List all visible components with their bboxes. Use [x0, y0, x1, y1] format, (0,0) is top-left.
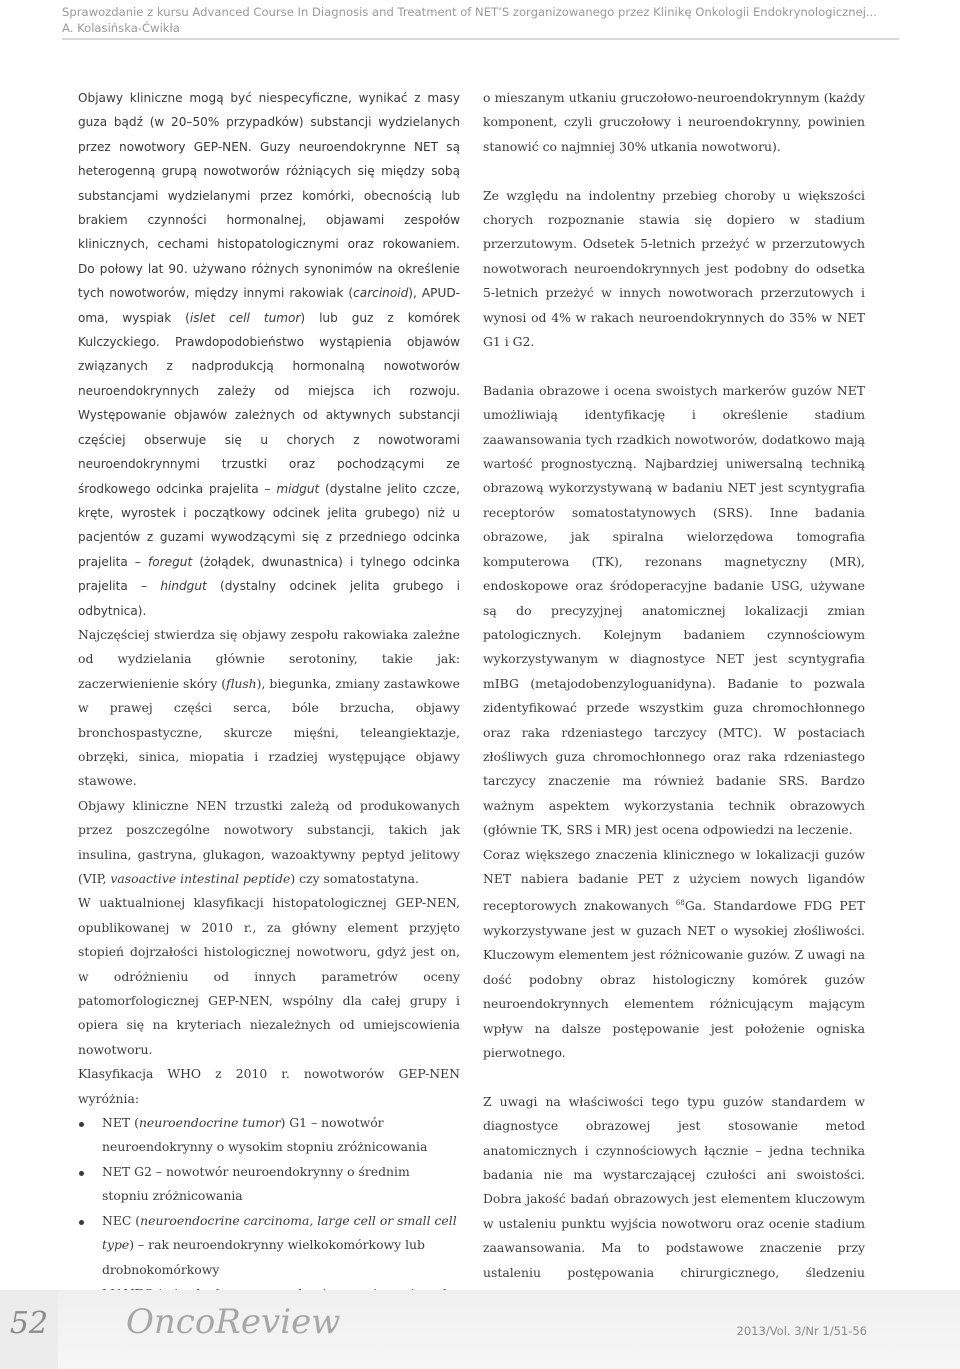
- left-column: [78, 86, 460, 1306]
- right-paragraph-3: Coraz większego znaczenia klinicznego w lokalizacji guzów NET nabiera badanie PET z użyciem nowych ligandów receptorowych znakowanych $^{68}$Ga. Standardowe FDG PET wykorzystywane jest w guzach NET o wysokiej złośliwości. Kluczowym elementem jest różnicowanie guzów. Z uwagi na dość podobny obraz histologiczny komórek guzów neuroendokrynnych elementem różnicującym mającym wpływ na dalsze postępowanie jest położenie ogniska pierwotnego.: [483, 846, 865, 1060]
- right-paragraph-1: Ze względu na indolentny przebieg choroby u większości chorych rozpoznanie stawia się dopiero w stadium przerzutowym. Odsetek 5-letnich przeżyć w przerzutowych nowotworach neuroendokrynnych jest podobny do odsetka 5-letnich przeżyć w innych nowotworach przerzutowych i wynosi od 4% w rakach neuroendokrynnych do 35% w NET G1 i G2.: [483, 187, 865, 350]
- left-paragraph-3: Objawy kliniczne NEN trzustki zależą od produkowanych przez poszczególne nowotwory substancji, takich jak insulina, gastryna, glukagon, wazoaktywny peptyd jelitowy (VIP, vasoactive intestinal peptide) czy somatostatyna.: [78, 797, 460, 886]
- left-paragraph-4: W uaktualnionej klasyfikacji histopatologicznej GEP-NEN, opublikowanej w 2010 r., za główny element przyjęto stopień dojrzałości histologicznej nowotworu, gdyż jest on, w odróżnieniu od innych parametrów oceny patomorfologicznej GEP-NEN, wspólny dla całej grupy i opiera się na kryteriach niezależnych od umiejscowienia nowotworu.: [78, 895, 460, 1057]
- bullet-icon: [79, 1220, 84, 1225]
- left-paragraph-2: Najczęściej stwierdza się objawy zespołu rakowiaka zależne od wydzielania głównie serotoniny, takie jak: zaczerwienienie skóry (flush), biegunka, zmiany zastawkowe w prawej części serca, bóle brzucha, objawy bronchospastyczne, skurcze mięśni, teleangiektazje, obrzęki, sinica, miopatia i rzadziej występujące objawy stawowe.: [78, 626, 460, 789]
- list-item: [78, 1160, 460, 1209]
- journal-title: OncoReview: [126, 1302, 341, 1342]
- left-paragraph-1: Objawy kliniczne mogą być niespecyficzne, wynikać z masy guza bądź (w 20–50% przypadków) substancji wydzielanych przez nowotwory GEP-NEN. Guzy neuroendokrynne NET są heterogenną grupą nowotworów różniących się między sobą substancjami wydzielanymi przez komórki, obecnością lub brakiem czynności hormonalnej, objawami zespołów klinicznych, cechami histopatologicznymi oraz rokowaniem. Do połowy lat 90. używano różnych synonimów na określenie tych nowotworów, między innymi rakowiak (carcinoid), APUD-oma, wyspiak (islet cell tumor) lub guz z komórek Kulczyckiego. Prawdopodobieństwo wystąpienia objawów związanych z nadprodukcją hormonalną nowotworów neuroendokrynnych zależy od miejsca ich rozwoju. Występowanie objawów zależnych od aktywnych substancji częściej obserwuje się u chorych z nowotworami neuroendokrynnymi trzustki oraz pochodzącymi ze środkowego odcinka prajelita – midgut (dystalne jelito czcze, kręte, wyrostek i początkowy odcinek jelita grubego) niż u pacjentów z guzami wywodzącymi się z przedniego odcinka prajelita – foregut (żołądek, dwunastnica) i tylnego odcinka prajelita – hindgut (dystalny odcinek jelita grubego i odbytnica).: [78, 91, 460, 618]
- right-paragraph-2: Badania obrazowe i ocena swoistych markerów guzów NET umożliwiają identyfikację i określenie stadium zaawansowania tych rzadkich nowotworów, dodatkowo mają wartość prognostyczną. Najbardziej uniwersalną techniką obrazową wykorzystywaną w badaniu NET jest scyntygrafia receptorów somatostatynowych (SRS). Inne badania obrazowe, jak spiralna wielorzędowa tomografia komputerowa (TK), rezonans magnetyczny (MR), endoskopowe oraz śródoperacyjne badanie USG, używane są do precyzyjnej anatomicznej lokalizacji zmian patologicznych. Kolejnym badaniem czynnościowym wykorzystywanym w diagnostyce NET jest scyntygrafia mIBG (metajodobenzyloguanidyna). Badanie to pozwala zidentyfikować przede wszystkim guza chromochłonnego oraz raka rdzeniastego tarczycy (MTC). W postaciach złośliwych guza chromochłonnego oraz raka rdzeniastego tarczycy znaczenie ma również badanie SRS. Bardzo ważnym aspektem wykorzystania technik obrazowych (głównie TK, SRS i MR) jest ocena odpowiedzi na leczenie.: [483, 382, 865, 838]
- bullet-icon: [79, 1122, 84, 1127]
- list-item: [78, 1111, 460, 1160]
- header-divider: [62, 38, 899, 40]
- list-item-text: NET G2 – nowotwór neuroendokrynny o średnim stopniu zróżnicowania: [102, 1163, 410, 1204]
- running-header-title: Sprawozdanie z kursu Advanced Course In Diagnosis and Treatment of NET’S zorganizowanego przez Klinikę Onkologii Endokrynologicznej...: [62, 5, 877, 19]
- page-number: 52: [9, 1306, 49, 1341]
- right-paragraph-0: o mieszanym utkaniu gruczołowo-neuroendokrynnym (każdy komponent, czyli gruczołowy i neuroendokrynny, powinien stanowić co najmniej 30% utkania nowotworu).: [483, 90, 865, 154]
- list-item: [78, 1209, 460, 1282]
- list-item-text: NEC (neuroendocrine carcinoma, large cell or small cell type) – rak neuroendokrynny wielkokomórkowy lub drobnokomórkowy: [102, 1212, 457, 1277]
- who-classification-list: [78, 1111, 460, 1306]
- right-paragraph-4: Z uwagi na właściwości tego typu guzów standardem w diagnostyce obrazowej jest stosowanie metod anatomicznych i czynnościowych łącznie – jedna technika badania nie ma wystarczającej czułości ani swoistości. Dobra jakość badań obrazowych jest elementem kluczowym w ustaleniu punktu wyjścia nowotworu oraz ocenie stadium zaawansowania. Ma to podstawowe znaczenie przy ustaleniu postępowania chirurgicznego, śledzeniu: [483, 1093, 865, 1280]
- running-header-author: A. Kolasińska-Ćwikła: [62, 21, 180, 35]
- running-header: [62, 4, 882, 36]
- list-item-text: NET (neuroendocrine tumor) G1 – nowotwór neuroendokrynny o wysokim stopniu zróżnicowania: [102, 1115, 428, 1155]
- issue-citation: 2013/Vol. 3/Nr 1/51-56: [736, 1324, 867, 1338]
- right-column: [483, 86, 865, 1334]
- left-paragraph-5: Klasyfikacja WHO z 2010 r. nowotworów GEP-NEN wyróżnia:: [78, 1066, 460, 1106]
- bullet-icon: [79, 1171, 84, 1176]
